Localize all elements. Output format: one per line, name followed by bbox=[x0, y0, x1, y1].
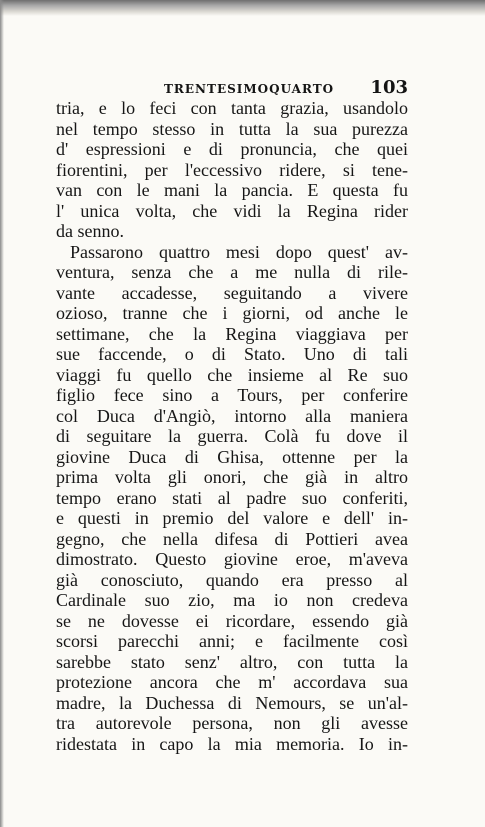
text-line: sarebbe stato senz' altro, con tutta la bbox=[56, 651, 408, 672]
text-line: scorsi parecchi anni; e facilmente così bbox=[56, 631, 408, 651]
text-line: protezione ancora che m' accordava sua bbox=[56, 672, 408, 692]
running-head bbox=[56, 77, 408, 100]
text-line: viaggi fu quello che insieme al Re suo bbox=[56, 364, 408, 385]
text-line: vante accadesse, seguitando a vivere bbox=[56, 282, 408, 303]
text-line: figlio fece sino a Tours, per conferire bbox=[56, 385, 408, 405]
text-line: van con le mani la pancia. E questa fu bbox=[56, 180, 408, 200]
text-line: prima volta gli onori, che già in altro bbox=[56, 467, 408, 487]
text-line: da senno. bbox=[56, 221, 124, 241]
text-line: d' espressioni e di pronuncia, che quei bbox=[56, 139, 408, 159]
page-left-edge bbox=[0, 0, 4, 827]
text-line: tra autorevole persona, non gli avesse bbox=[56, 713, 408, 733]
text-line: fiorentini, per l'eccessivo ridere, si tene- bbox=[56, 159, 408, 180]
body-text bbox=[56, 98, 408, 754]
text-line: dimostrato. Questo giovine eroe, m'aveva bbox=[56, 549, 408, 569]
text-line: ridestata in capo la mia memoria. Io in- bbox=[56, 733, 408, 754]
text-line: tria, e lo feci con tanta grazia, usandolo bbox=[56, 98, 408, 118]
text-line: settimane, che la Regina viaggiava per bbox=[56, 323, 408, 344]
text-line: Passarono quattro mesi dopo quest' av- bbox=[70, 241, 408, 262]
text-line: e questi in premio del valore e dell' in- bbox=[56, 508, 408, 528]
text-line: madre, la Duchessa di Nemours, se un'al- bbox=[56, 692, 408, 713]
text-line: ventura, senza che a me nulla di rile- bbox=[56, 262, 408, 282]
text-line: gegno, che nella difesa di Pottieri avea bbox=[56, 528, 408, 549]
page-top-shadow bbox=[0, 0, 485, 16]
text-line: sue faccende, o di Stato. Uno di tali bbox=[56, 344, 408, 364]
running-title: TRENTESIMOQUARTO bbox=[164, 82, 335, 96]
paragraph-passarono bbox=[56, 242, 408, 755]
page-number: 103 bbox=[370, 77, 408, 98]
paragraph-continuation bbox=[56, 98, 408, 242]
text-line: nel tempo stesso in tutta la sua purezza bbox=[56, 118, 408, 139]
text-line: col Duca d'Angiò, intorno alla maniera bbox=[56, 405, 408, 426]
text-line: tempo erano stati al padre suo conferiti, bbox=[56, 487, 408, 508]
text-line: l' unica volta, che vidi la Regina rider bbox=[56, 200, 408, 221]
text-line: di seguitare la guerra. Colà fu dove il bbox=[56, 426, 408, 446]
text-line: già conosciuto, quando era presso al bbox=[56, 569, 408, 590]
text-line: ozioso, tranne che i giorni, od anche le bbox=[56, 303, 408, 323]
text-line: giovine Duca di Ghisa, ottenne per la bbox=[56, 446, 408, 467]
text-line: Cardinale suo zio, ma io non credeva bbox=[56, 590, 408, 610]
text-line: se ne dovesse ei ricordare, essendo già bbox=[56, 610, 408, 631]
